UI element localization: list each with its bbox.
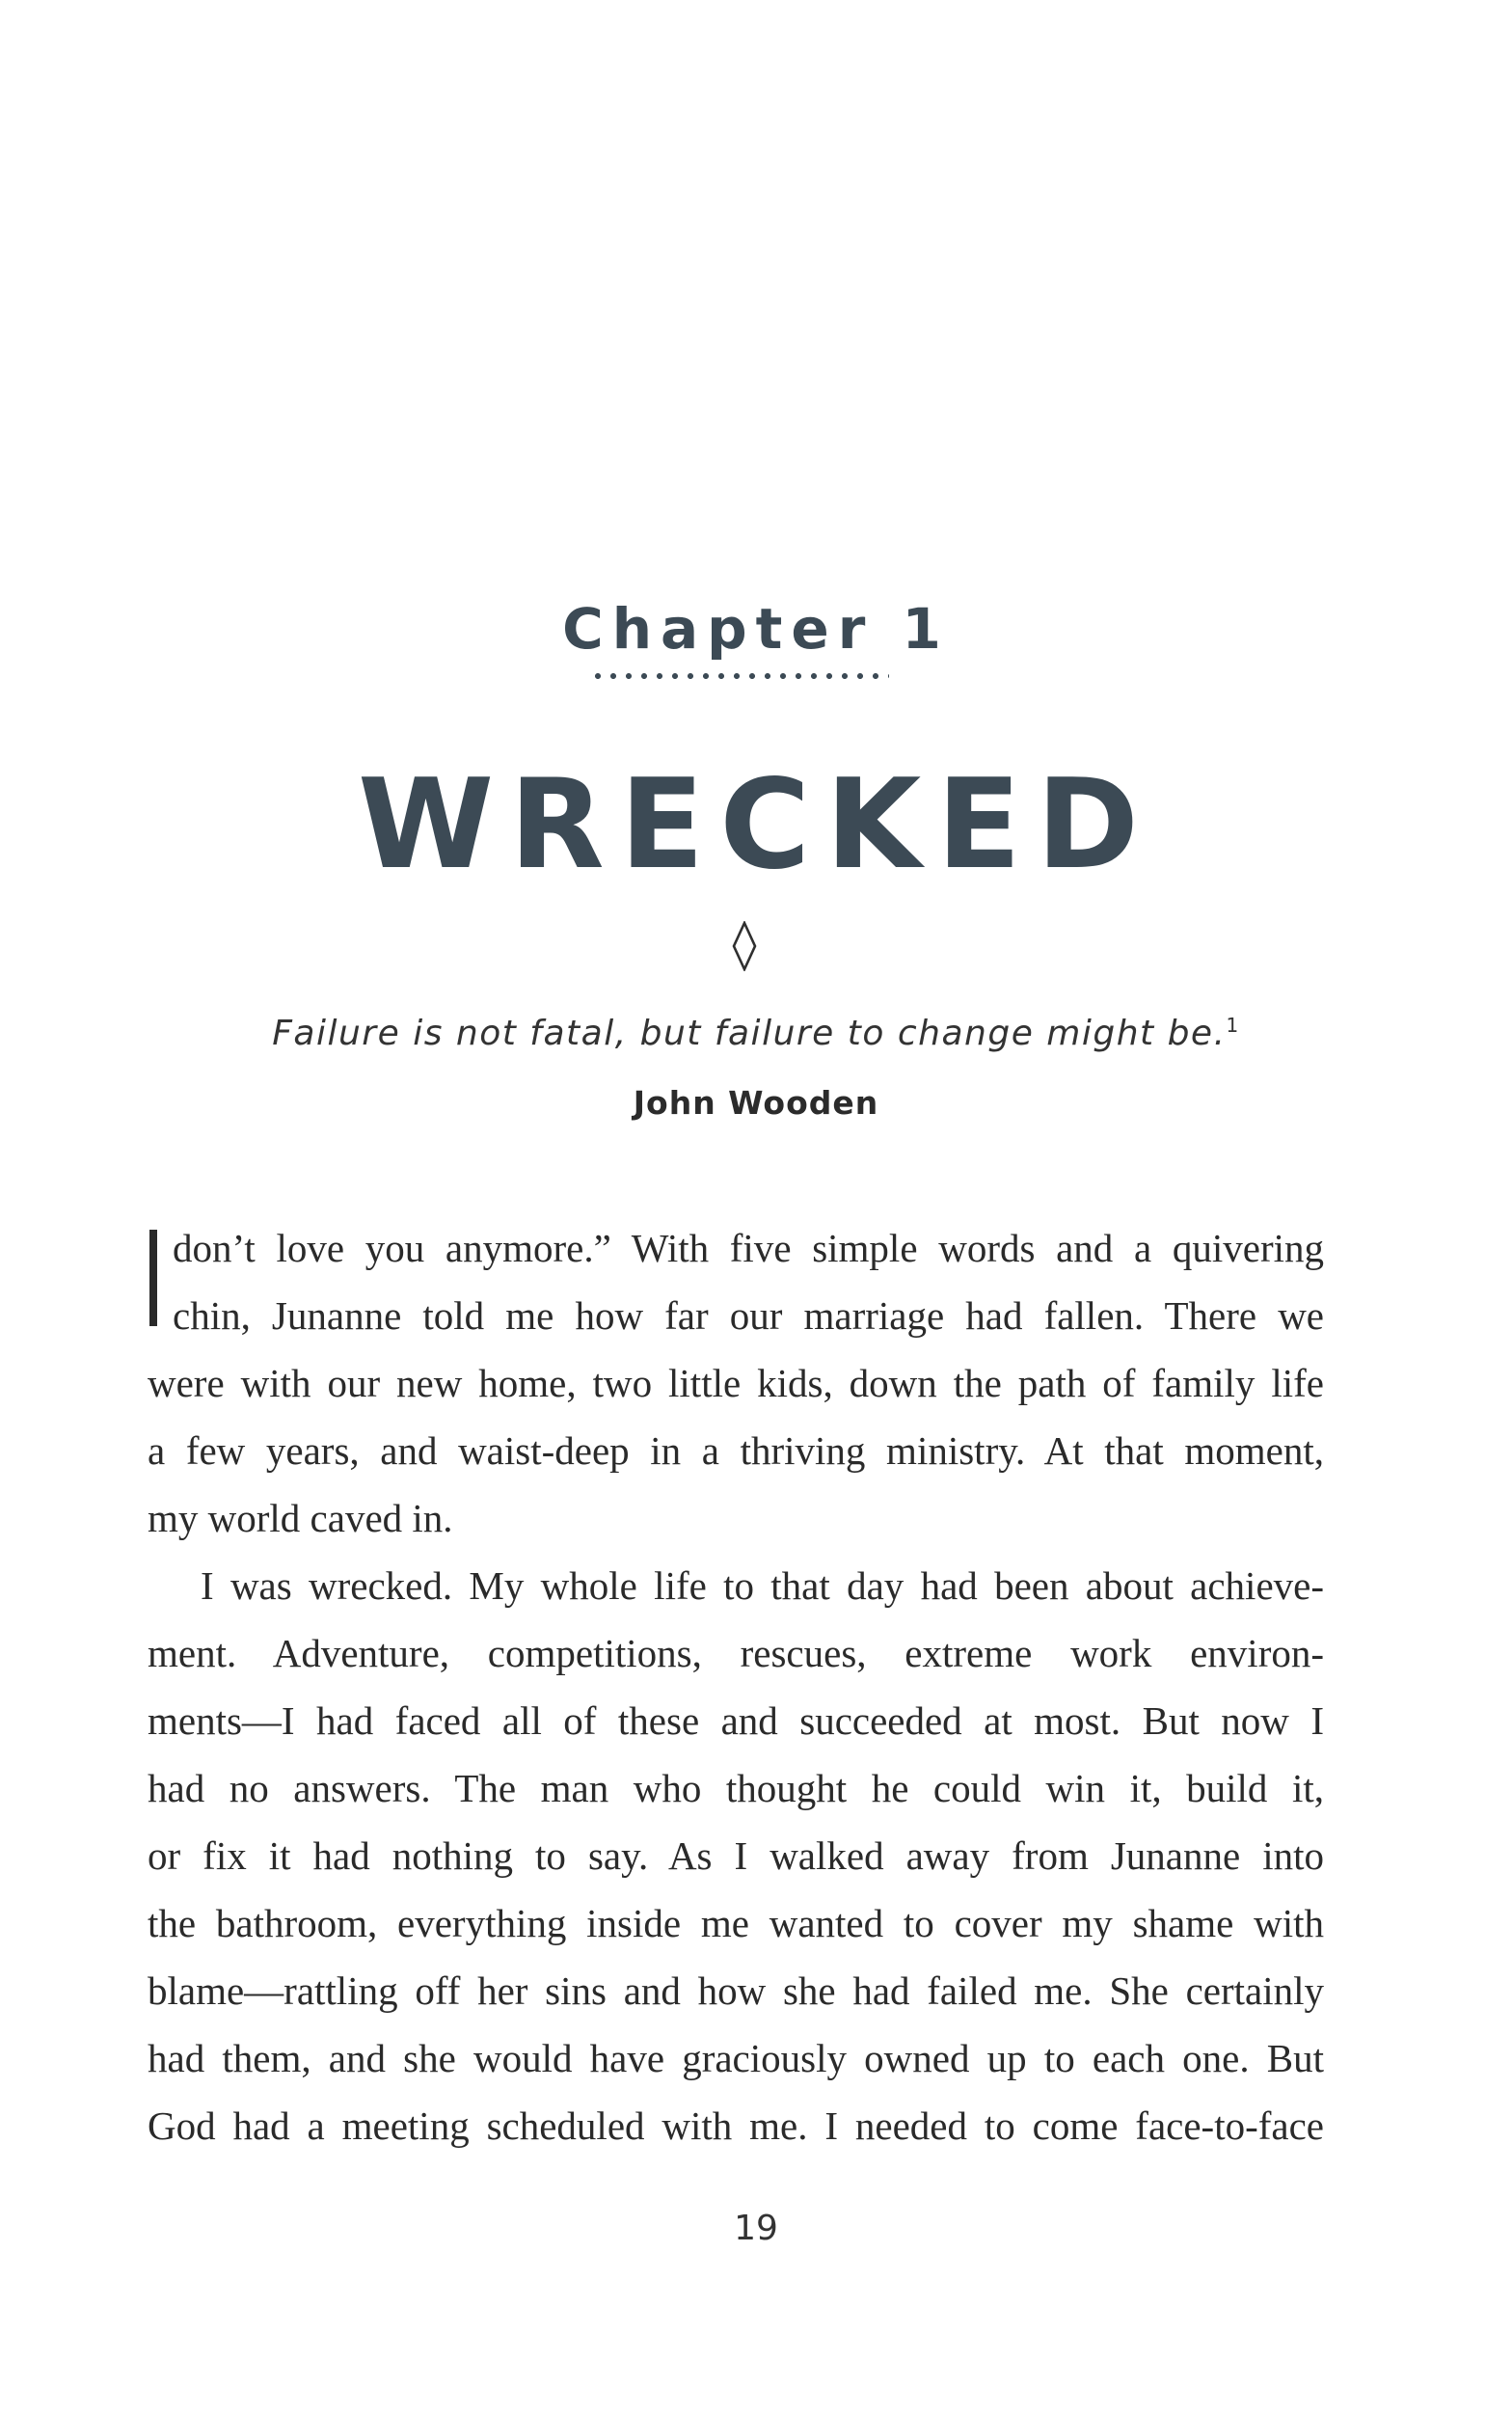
paragraph-line: chin, Junanne told me how far our marriage had fallen. There we [173, 1293, 1324, 1338]
paragraph-line: blame—rattling off her sins and how she had failed me. She certainly [148, 1968, 1324, 2013]
paragraph-line: or fix it had nothing to say. As I walked away from Junanne into [148, 1833, 1324, 1878]
paragraph-line: I was wrecked. My whole life to that day had been about achieve- [201, 1563, 1324, 1608]
chapter-dotted-rule [590, 672, 889, 680]
paragraph-line: ment. Adventure, competitions, rescues, extreme work environ- [148, 1631, 1324, 1675]
paragraph-line: ments—I had faced all of these and succeeded at most. But now I [148, 1698, 1324, 1743]
paragraph-line: God had a meeting scheduled with me. I needed to come face-to-face [148, 2103, 1324, 2148]
paragraph-line: had them, and she would have graciously owned up to each one. But [148, 2036, 1324, 2080]
paragraph-line: don’t love you anymore.” With five simple words and a quivering [173, 1226, 1324, 1270]
body-text [148, 1214, 1324, 2159]
paragraph-line: a few years, and waist-deep in a thriving ministry. At that moment, [148, 1428, 1324, 1473]
paragraph-2 [148, 1552, 1324, 2159]
paragraph-line: were with our new home, two little kids, down the path of family life [148, 1361, 1324, 1405]
chapter-label: Chapter 1 [562, 596, 950, 662]
epigraph-quote-text: Failure is not fatal, but failure to change might be. [272, 1014, 1227, 1053]
epigraph-quote [0, 1014, 1512, 1053]
epigraph-author: John Wooden [633, 1084, 879, 1122]
paragraph-line: the bathroom, everything inside me wanted to cover my shame with [148, 1901, 1324, 1945]
paragraph-1 [148, 1214, 1324, 1552]
diamond-ornament-icon [732, 921, 757, 971]
paragraph-line: had no answers. The man who thought he could win it, build it, [148, 1766, 1324, 1810]
chapter-title: WRECKED [358, 753, 1154, 897]
footnote-marker: 1 [1226, 1014, 1240, 1037]
page-number: 19 [734, 2209, 778, 2248]
paragraph-line: my world caved in. [148, 1496, 453, 1540]
